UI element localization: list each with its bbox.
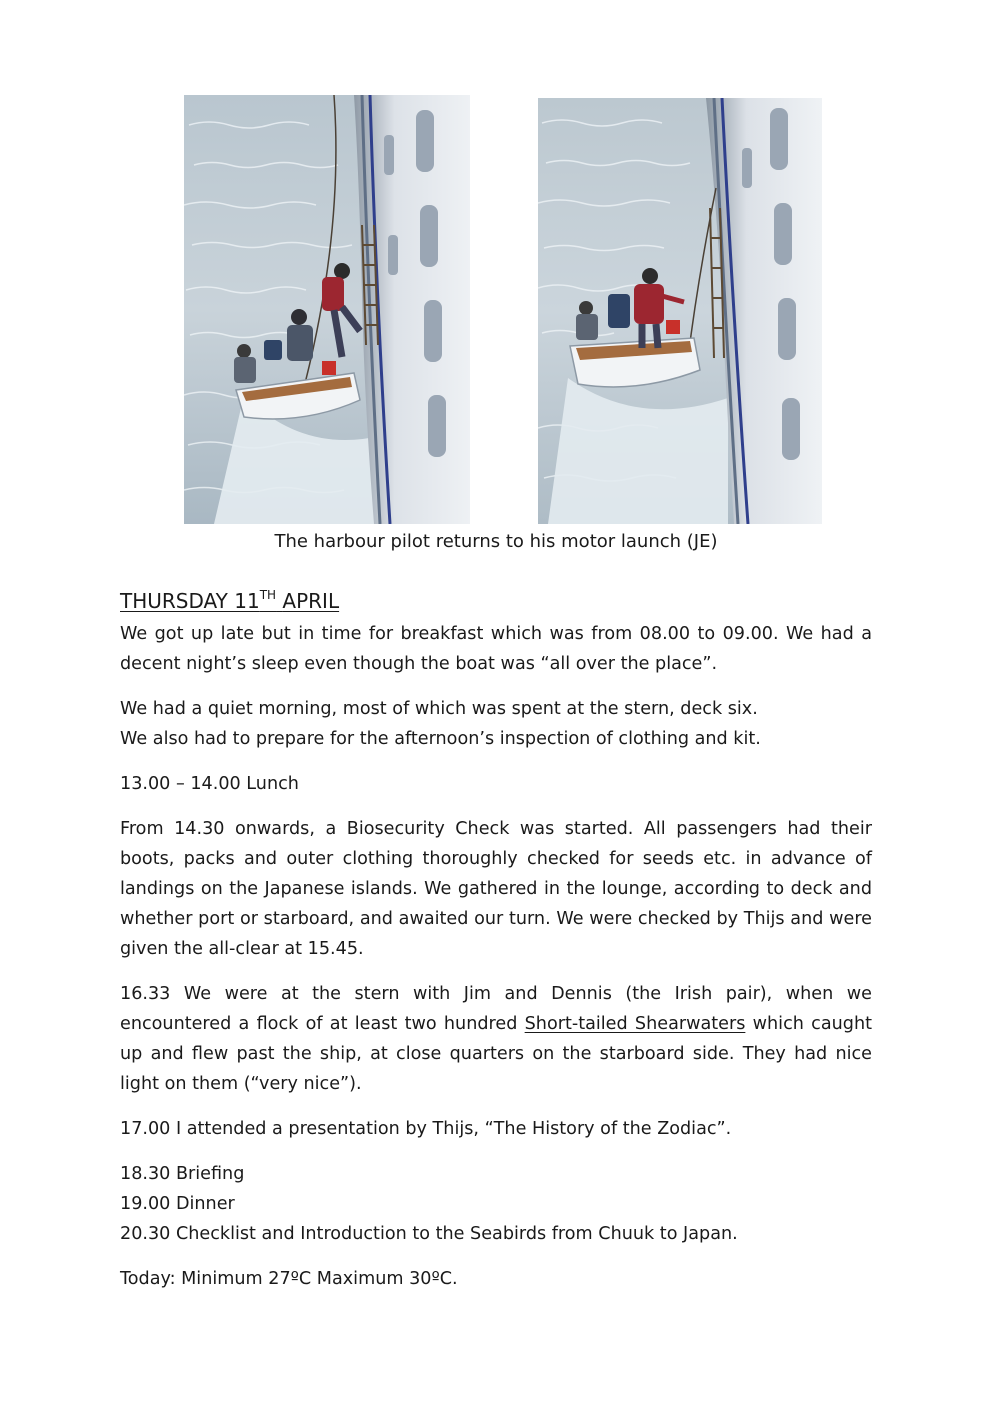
schedule-briefing: 18.30 Briefing — [120, 1164, 245, 1184]
diary-entry — [120, 619, 872, 1309]
paragraph-temperature: Today: Minimum 27ºC Maximum 30ºC. — [120, 1269, 458, 1289]
photo-pilot-aboard-image — [538, 98, 822, 524]
shearwaters-text-after: which caught up and flew past the ship, at close quarters on the starboard side. They had nice light on them (“very nice”). — [120, 1014, 872, 1094]
morning-line-2: We also had to prepare for the afternoon’s inspection of clothing and kit. — [120, 729, 761, 749]
species-name: Short-tailed Shearwaters — [524, 1014, 746, 1034]
heading-ordinal-suffix: TH — [259, 588, 277, 602]
paragraph-presentation: 17.00 I attended a presentation by Thijs, “The History of the Zodiac”. — [120, 1119, 732, 1139]
paragraph-lunch: 13.00 – 14.00 Lunch — [120, 774, 299, 794]
heading-day: THURSDAY 11 — [120, 589, 260, 613]
photo-pilot-aboard — [538, 98, 822, 524]
schedule-dinner: 19.00 Dinner — [120, 1194, 235, 1214]
shearwaters-text-before: 16.33 We were at the stern with Jim and Dennis (the Irish pair), when we encountered a flock of at least two hundred — [120, 984, 872, 1034]
photo-pilot-climbing — [184, 95, 470, 524]
schedule-checklist: 20.30 Checklist and Introduction to the Seabirds from Chuuk to Japan. — [120, 1224, 738, 1244]
morning-line-1: We had a quiet morning, most of which was spent at the stern, deck six. — [120, 699, 758, 719]
paragraph-breakfast: We got up late but in time for breakfast which was from 08.00 to 09.00. We had a decent night’s sleep even though the boat was “all over the place”. — [120, 624, 872, 674]
paragraph-biosecurity: From 14.30 onwards, a Biosecurity Check was started. All passengers had their boots, packs and outer clothing thoroughly checked for seeds etc. in advance of landings on the Japanese islands. We gathered in the lounge, according to deck and whether port or starboard, and awaited our turn. We were checked by Thijs and were given the all-clear at 15.45. — [120, 819, 872, 959]
heading-month: APRIL — [282, 589, 340, 613]
day-heading — [120, 587, 339, 615]
paragraph-schedule — [120, 1159, 872, 1249]
photo-pilot-climbing-image — [184, 95, 470, 524]
figure-caption: The harbour pilot returns to his motor launch (JE) — [274, 531, 718, 552]
paragraph-morning — [120, 694, 872, 754]
paragraph-shearwaters — [120, 979, 872, 1099]
